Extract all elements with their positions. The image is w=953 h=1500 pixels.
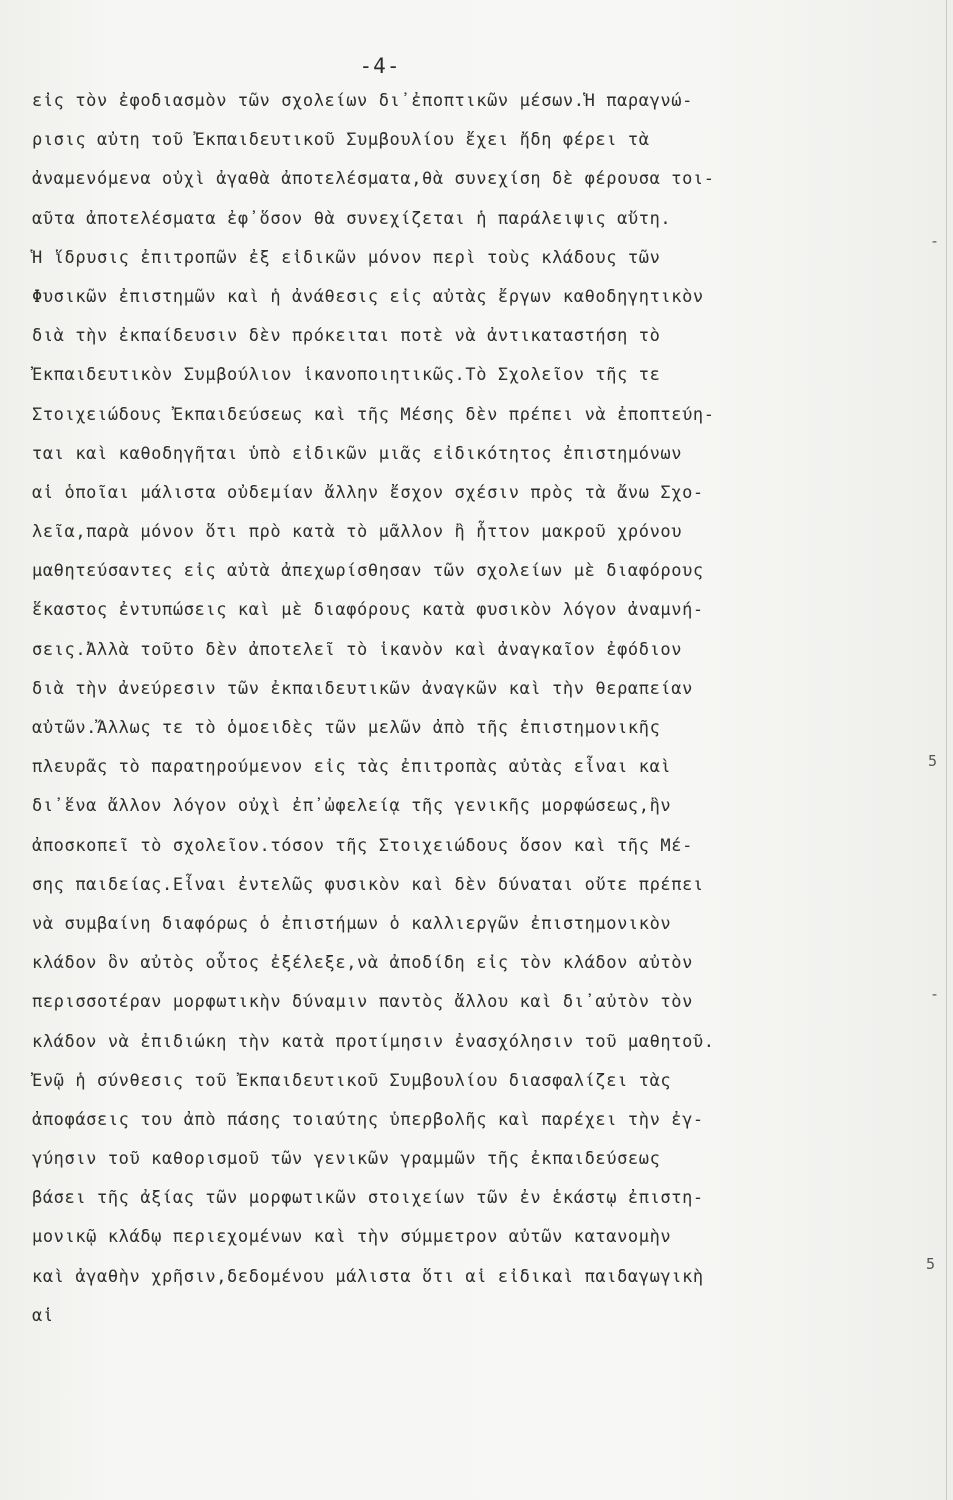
text-line: Ἡ ἵδρυσις ἐπιτροπῶν ἐξ εἰδικῶν μόνον περὶ τοὺς κλάδους τῶν [32, 247, 661, 268]
text-line: σης παιδείας.Εἶναι ἐντελῶς φυσικὸν καὶ δὲν δύναται οὔτε πρέπει [32, 874, 704, 895]
text-line: αῦτα ἀποτελέσματα ἐφ᾽ὅσον θὰ συνεχίζεται ἡ παράλειψις αὔτη. [32, 208, 672, 229]
text-line: διὰ τὴν ἐκπαίδευσιν δὲν πρόκειται ποτὲ νὰ ἀντικαταστήση τὸ [32, 326, 661, 347]
text-line: Ἐκπαιδευτικὸν Συμβούλιον ἱκανοποιητικῶς.Τὸ Σχολεῖον τῆς τε [32, 365, 661, 386]
text-line: πλευρᾶς τὸ παρατηρούμενον εἰς τὰς ἐπιτροπὰς αὐτὰς εἶναι καὶ [32, 757, 672, 778]
text-line: γύησιν τοῦ καθορισμοῦ τῶν γενικῶν γραμμῶν τῆς ἐκπαιδεύσεως [32, 1149, 661, 1170]
text-line: Ἐνῷ ἡ σύνθεσις τοῦ Ἐκπαιδευτικοῦ Συμβουλίου διασφαλίζει τὰς [32, 1070, 672, 1091]
document-body [32, 82, 902, 1336]
text-line: μονικῷ κλάδῳ περιεχομένων καὶ τὴν σύμμετρον αὐτῶν κατανομὴν [32, 1227, 672, 1248]
text-line: κλάδον ὃν αὐτὸς οὗτος ἐξέλεξε,νὰ ἀποδίδη εἰς τὸν κλάδον αὐτὸν [32, 953, 693, 974]
text-line: σεις.Ἀλλὰ τοῦτο δὲν ἀποτελεῖ τὸ ἱκανὸν καὶ ἀναγκαῖον ἐφόδιον [32, 639, 683, 660]
text-line: διὰ τὴν ἀνεύρεσιν τῶν ἐκπαιδευτικῶν ἀναγκῶν καὶ τὴν θεραπείαν [32, 678, 693, 699]
text-line: νὰ συμβαίνη διαφόρως ὁ ἐπιστήμων ὁ καλλιεργῶν ἐπιστημονικὸν [32, 913, 672, 934]
text-line: εἰς τὸν ἐφοδιασμὸν τῶν σχολείων δι᾽ἐποπτικῶν μέσων.Ἡ παραγνώ- [32, 91, 693, 111]
text-line: αἱ [32, 1305, 54, 1326]
text-line: αἱ ὁποῖαι μάλιστα οὐδεμίαν ἄλλην ἔσχον σχέσιν πρὸς τὰ ἄνω Σχο- [32, 482, 704, 503]
text-line: ρισις αὐτη τοῦ Ἐκπαιδευτικοῦ Συμβουλίου ἔχει ἤδη φέρει τὰ [32, 130, 650, 151]
margin-mark: - [929, 232, 939, 250]
text-line: Στοιχειώδους Ἐκπαιδεύσεως καὶ τῆς Μέσης δὲν πρέπει νὰ ἐποπτεύη- [32, 404, 715, 425]
text-line: ἀναμενόμενα οὐχὶ ἀγαθὰ ἀποτελέσματα,θὰ συνεχίση δὲ φέρουσα τοι- [32, 169, 715, 190]
text-line: περισσοτέραν μορφωτικὴν δύναμιν παντὸς ἄλλου καὶ δι᾽αὐτὸν τὸν [32, 992, 693, 1013]
text-line: μαθητεύσαντες εἰς αὐτὰ ἀπεχωρίσθησαν τῶν σχολείων μὲ διαφόρους [32, 561, 704, 582]
page-number: -4- [359, 54, 401, 78]
text-line: ται καὶ καθοδηγῆται ὑπὸ εἰδικῶν μιᾶς εἰδικότητος ἐπιστημόνων [32, 443, 683, 464]
text-line: δι᾽ἕνα ἄλλον λόγον οὐχὶ ἐπ᾽ὠφελείᾳ τῆς γενικῆς μορφώσεως,ἣν [32, 796, 672, 817]
text-line: ἕκαστος ἐντυπώσεις καὶ μὲ διαφόρους κατὰ φυσικὸν λόγον ἀναμνή- [32, 600, 704, 621]
text-line: κλάδον νὰ ἐπιδιώκη τὴν κατὰ προτίμησιν ἐνασχόλησιν τοῦ μαθητοῦ. [32, 1031, 715, 1052]
text-line: καὶ ἀγαθὴν χρῆσιν,δεδομένου μάλιστα ὅτι αἱ εἰδικαὶ παιδαγωγικὴ [32, 1266, 704, 1287]
text-line: ἀποσκοπεῖ τὸ σχολεῖον.τόσον τῆς Στοιχειώδους ὅσον καὶ τῆς Μέ- [32, 835, 693, 856]
text-line: ἀποφάσεις του ἀπὸ πάσης τοιαύτης ὑπερβολῆς καὶ παρέχει τὴν ἐγ- [32, 1109, 704, 1130]
margin-mark: 5 [927, 752, 937, 770]
text-line: βάσει τῆς ἀξίας τῶν μορφωτικῶν στοιχείων τῶν ἐν ἑκάστῳ ἐπιστη- [32, 1188, 704, 1209]
margin-mark: - [929, 985, 939, 1003]
page-edge-divider [946, 0, 947, 1500]
text-line: λεῖα,παρὰ μόνον ὅτι πρὸ κατὰ τὸ μᾶλλον ἢ ἧττον μακροῦ χρόνου [32, 522, 683, 543]
margin-mark: 5 [925, 1255, 935, 1273]
text-line: Φυσικῶν ἐπιστημῶν καὶ ἡ ἀνάθεσις εἰς αὐτὰς ἔργων καθοδηγητικὸν [32, 286, 704, 307]
text-line: αὐτῶν.Ἄλλως τε τὸ ὁμοειδὲς τῶν μελῶν ἀπὸ τῆς ἐπιστημονικῆς [32, 718, 661, 738]
